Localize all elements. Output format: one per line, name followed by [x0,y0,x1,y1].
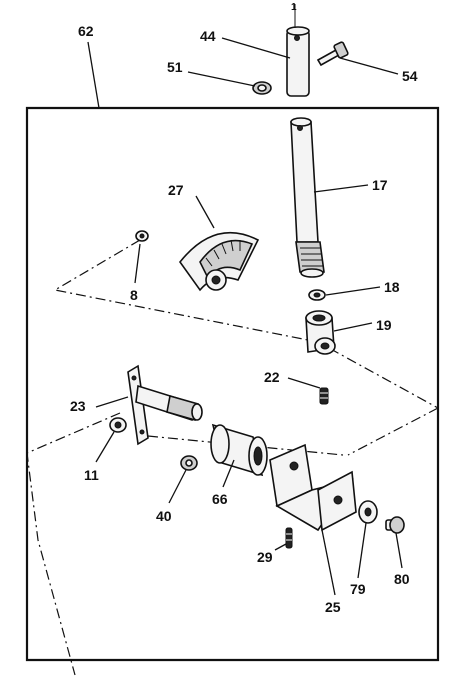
label-screw-top: 54 [402,68,418,84]
leader-79 [358,523,366,578]
tube-shaft-part [291,118,324,277]
screw-lower-part [286,528,292,548]
label-tube-top: 44 [200,28,216,44]
bolt-right-part [386,517,404,533]
nut-top-part [253,82,271,94]
label-washer-small: 18 [384,279,400,295]
leader-22 [288,378,320,388]
label-nut-top: 51 [167,59,183,75]
leader-44 [222,38,290,58]
leader-29 [275,544,286,550]
bracket-part [270,445,356,530]
label-washer-right: 79 [350,581,366,597]
pin-ring-part [136,231,148,241]
leader-18 [326,287,380,295]
leader-40 [169,470,186,503]
set-screw-part [320,388,328,404]
washer-left-hole [115,422,121,428]
label-nut-lower: 40 [156,508,172,524]
leader-11 [96,432,114,462]
bushing-part [211,425,267,475]
leader-19 [334,323,372,331]
gear-shaft-part [128,366,202,444]
nut-lower-hole [186,460,192,466]
screw-top-part [318,42,348,65]
label-bolt-right: 80 [394,571,410,587]
label-bracket: 25 [325,599,341,615]
leader-23 [96,397,128,407]
label-washer-left: 11 [84,467,99,483]
label-screw-lower: 29 [257,549,273,565]
leader-25 [322,530,335,595]
assembly-line-right [348,408,438,455]
leader-54 [340,58,398,74]
label-top-marker: 1 [291,2,297,13]
label-gear-sector: 27 [168,182,184,198]
leader-8 [135,244,140,283]
frame-leader [88,42,99,108]
leader-51 [188,72,255,86]
gear-sector-part [180,233,258,290]
pinion-hub-part [306,311,335,354]
label-pinion-hub: 19 [376,317,392,333]
label-set-screw: 22 [264,369,280,385]
leader-27 [196,196,214,228]
tube-top-part [287,4,309,96]
label-bushing: 66 [212,491,228,507]
label-gear-shaft: 23 [70,398,86,414]
washer-small-hole [314,293,320,297]
assembly-line-lower [27,413,120,675]
label-pin-ring: 8 [130,287,138,303]
washer-right-hole [365,508,371,516]
leader-17 [314,185,368,192]
leader-80 [396,533,402,568]
label-frame: 62 [78,23,94,39]
label-tube-shaft: 17 [372,177,388,193]
